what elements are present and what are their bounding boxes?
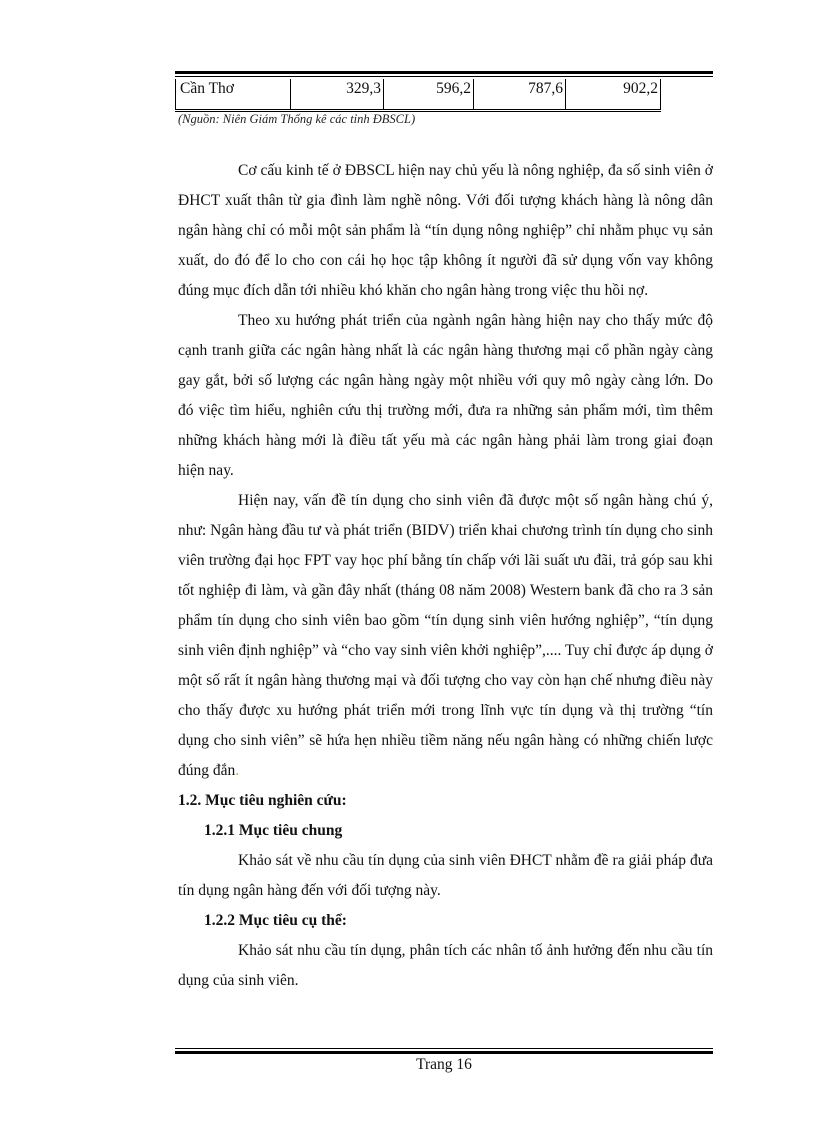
paragraph: Khảo sát nhu cầu tín dụng, phân tích các nhân tố ảnh hưởng đến nhu cầu tín dụng của sinh viên.: [178, 942, 713, 989]
paragraph: Theo xu hướng phát triển của ngành ngân hàng hiện nay cho thấy mức độ cạnh tranh giữa các ngân hàng nhất là các ngân hàng thương mại cổ phần ngày càng gay gắt, bởi số lượng các ngân hàng ngày một nhiều với quy mô ngày càng lớn. Do đó việc tìm hiểu, nghiên cứu thị trường mới, đưa ra những sản phẩm mới, tìm thêm những khách hàng mới là điều tất yếu mà các ngân hàng phải làm trong giai đoạn hiện nay.: [178, 312, 713, 479]
paragraph: [178, 486, 713, 786]
table-row: [176, 79, 661, 111]
header-rule: [175, 71, 713, 77]
paragraph: Khảo sát về nhu cầu tín dụng của sinh viên ĐHCT nhằm đề ra giải pháp đưa tín dụng ngân hàng đến với đối tượng này.: [178, 852, 713, 899]
table-source-note: (Nguồn: Niên Giám Thống kê các tỉnh ĐBSCL): [178, 112, 416, 126]
subsection-heading: 1.2.2 Mục tiêu cụ thể:: [204, 912, 347, 929]
section-heading: 1.2. Mục tiêu nghiên cứu:: [178, 792, 347, 809]
data-table: [175, 79, 661, 112]
paragraph: Cơ cấu kinh tế ở ĐBSCL hiện nay chủ yếu là nông nghiệp, đa số sinh viên ở ĐHCT xuất thân từ gia đình làm nghề nông. Với đối tượng khách hàng là nông dân ngân hàng chỉ có mỗi một sản phẩm là “tín dụng nông nghiệp” chỉ nhằm phục vụ sản xuất, do đó để lo cho con cái họ học tập không ít người đã sử dụng vốn vay không đúng mục đích dẫn tới nhiều khó khăn cho ngân hàng trong việc thu hồi nợ.: [178, 162, 713, 299]
table-cell-value: 902,2: [566, 79, 661, 111]
paragraph-text: Hiện nay, vấn đề tín dụng cho sinh viên đã được một số ngân hàng chú ý, như: Ngân hàng đầu tư và phát triển (BIDV) triển khai chương trình tín dụng cho sinh viên trường đại học FPT vay học phí bằng tín chấp với lãi suất ưu đãi, trả góp sau khi tốt nghiệp đi làm, và gần đây nhất (tháng 08 năm 2008) Western bank đã cho ra 3 sản phẩm tín dụng cho sinh viên bao gồm “tín dụng sinh viên hướng nghiệp”, “tín dụng sinh viên định nghiệp” và “cho vay sinh viên khởi nghiệp”,.... Tuy chỉ được áp dụng ở một số rất ít ngân hàng thương mại và đối tượng cho vay còn hạn chế nhưng điều này cho thấy được xu hướng phát triển mới trong lĩnh vực tín dụng và thị trường “tín dụng cho sinh viên” sẽ hứa hẹn nhiều tiềm năng nếu ngân hàng có những chiến lược đúng đắn: [178, 492, 713, 779]
table-cell-value: 787,6: [474, 79, 566, 111]
footer-rule: [175, 1048, 713, 1054]
paragraph-end-mark: .: [235, 762, 240, 779]
document-body: [178, 156, 713, 996]
table-cell-value: 329,3: [291, 79, 384, 111]
table-cell-value: 596,2: [384, 79, 474, 111]
subsection-heading: 1.2.1 Mục tiêu chung: [204, 822, 343, 839]
page-number: Trang 16: [416, 1056, 472, 1073]
table-cell-province: Cần Thơ: [176, 79, 291, 111]
